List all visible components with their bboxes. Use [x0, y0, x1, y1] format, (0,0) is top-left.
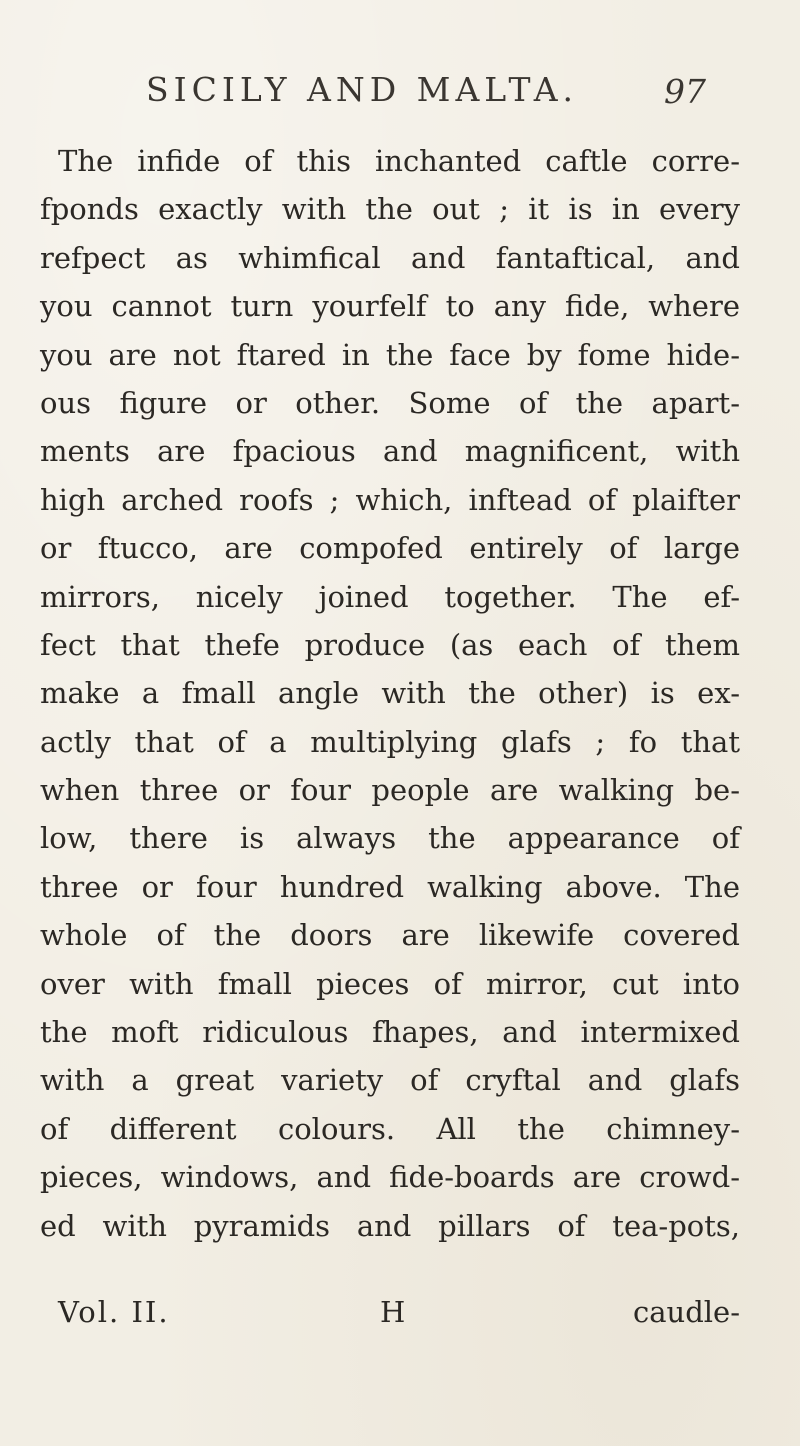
text-line: ous figure or other. Some of the apart-: [40, 385, 740, 420]
text-line: over with fmall pieces of mirror, cut into: [40, 966, 740, 1001]
text-line: high arched roofs ; which, inftead of plaifter: [40, 482, 740, 517]
body-text: [40, 137, 740, 1250]
text-line: three or four hundred walking above. The: [40, 869, 740, 904]
text-line: mirrors, nicely joined together. The ef-: [40, 579, 740, 614]
text-line: ments are fpacious and magnificent, with: [40, 434, 740, 469]
page-number: 97: [664, 72, 706, 111]
text-line: or ftucco, are compofed entirely of large: [40, 531, 740, 566]
text-line: make a fmall angle with the other) is ex-: [40, 676, 740, 711]
text-line: whole of the doors are likewife covered: [40, 918, 740, 953]
text-line: fponds exactly with the out ; it is in every: [40, 192, 740, 227]
catchword: caudle-: [632, 1295, 740, 1329]
text-line: The infide of this inchanted caftle corre-: [58, 144, 740, 178]
text-line: you are not ftared in the face by fome hide-: [40, 337, 740, 372]
text-line: of different colours. All the chimney-: [40, 1111, 740, 1146]
page-footer: [58, 1295, 740, 1345]
signature-mark: H: [380, 1295, 406, 1329]
running-head: [146, 70, 706, 120]
text-line: refpect as whimfical and fantaftical, and: [40, 240, 740, 275]
text-line: pieces, windows, and fide-boards are crowd-: [40, 1160, 740, 1195]
text-line: when three or four people are walking be-: [40, 773, 740, 808]
running-title: SICILY AND MALTA.: [146, 70, 579, 109]
text-line: with a great variety of cryftal and glafs: [40, 1063, 740, 1098]
text-line: ed with pyramids and pillars of tea-pots,: [40, 1208, 740, 1243]
text-line: the moft ridiculous fhapes, and intermixed: [40, 1015, 740, 1050]
text-line: low, there is always the appearance of: [40, 821, 740, 856]
text-line: fect that thefe produce (as each of them: [40, 627, 740, 662]
volume-label: Vol. II.: [58, 1295, 170, 1329]
text-line: actly that of a multiplying glafs ; fo that: [40, 724, 740, 759]
text-line: you cannot turn yourfelf to any fide, where: [40, 289, 740, 324]
